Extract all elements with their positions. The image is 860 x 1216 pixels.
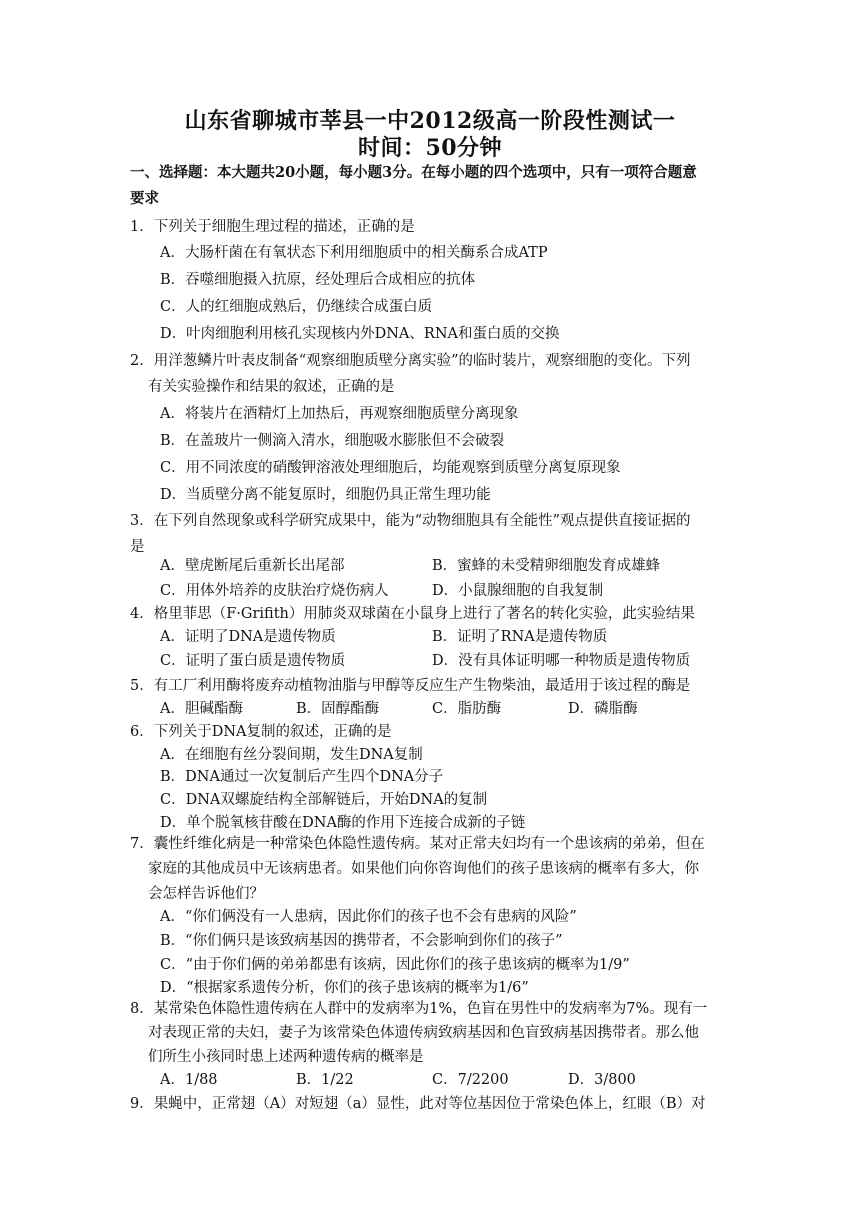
question-4-option-a: A．证明了DNA是遗传物质	[160, 629, 336, 645]
question-5-option-a: A．胆碱酯酶	[160, 701, 243, 717]
question-6-option-b: B．DNA通过一次复制后产生四个DNA分子	[160, 769, 444, 785]
question-5-option-d: D．磷脂酶	[568, 701, 638, 717]
question-2-option-a: A．将装片在酒精灯上加热后，再观察细胞质壁分离现象	[160, 406, 519, 422]
question-2-option-d: D．当质壁分离不能复原时，细胞仍具正常生理功能	[160, 487, 491, 503]
question-6-option-c: C．DNA双螺旋结构全部解链后，开始DNA的复制	[160, 792, 488, 808]
question-3-option-a: A．壁虎断尾后重新长出尾部	[160, 558, 345, 574]
section-heading-line-2: 要求	[130, 190, 159, 207]
question-3-option-d: D．小鼠腺细胞的自我复制	[432, 583, 604, 599]
question-5-stem: 5．有工厂利用酶将废弃动植物油脂与甲醇等反应生产生物柴油，最适用于该过程的酶是	[130, 678, 691, 694]
question-1-option-b: B．吞噬细胞摄入抗原，经处理后合成相应的抗体	[160, 272, 476, 288]
question-6-option-a: A．在细胞有丝分裂间期，发生DNA复制	[160, 747, 423, 763]
question-5-option-b: B．固醇酯酶	[296, 701, 380, 717]
question-5-option-c: C．脂肪酶	[432, 701, 502, 717]
question-3-option-c: C．用体外培养的皮肤治疗烧伤病人	[160, 583, 389, 599]
question-8-option-b: B．1/22	[296, 1072, 354, 1088]
question-9-stem: 9．果蝇中，正常翅（A）对短翅（a）显性，此对等位基因位于常染色体上，红眼（B）对	[130, 1096, 706, 1112]
question-2-stem: 2．用洋葱鳞片叶表皮制备“观察细胞质壁分离实验”的临时装片，观察细胞的变化。下列 有关实验操作和结果的叙述，正确的是	[130, 353, 691, 395]
question-4-option-b: B．证明了RNA是遗传物质	[432, 629, 608, 645]
question-4-option-d: D．没有具体证明哪一种物质是遗传物质	[432, 653, 691, 669]
question-4-option-c: C．证明了蛋白质是遗传物质	[160, 653, 346, 669]
question-1-option-c: C．人的红细胞成熟后，仍继续合成蛋白质	[160, 299, 433, 315]
question-1-stem: 1．下列关于细胞生理过程的描述，正确的是	[130, 219, 415, 235]
exam-duration: 时间：50分钟	[357, 135, 503, 161]
question-4-stem: 4．格里菲思（F·Grifith）用肺炎双球菌在小鼠身上进行了著名的转化实验，此实验结果	[130, 606, 695, 622]
question-2-option-b: B．在盖玻片一侧滴入清水，细胞吸水膨胀但不会破裂	[160, 433, 505, 449]
question-7-option-d: D．“根据家系遗传分析，你们的孩子患该病的概率为1/6”	[160, 980, 529, 996]
question-1-option-a: A．大肠杆菌在有氧状态下利用细胞质中的相关酶系合成ATP	[160, 245, 548, 261]
section-heading	[130, 160, 740, 212]
question-6-option-d: D．单个脱氧核苷酸在DNA酶的作用下连接合成新的子链	[160, 815, 526, 831]
question-6-stem: 6．下列关于DNA复制的叙述，正确的是	[130, 724, 392, 740]
question-3-stem: 3．在下列自然现象或科学研究成果中，能为“动物细胞具有全能性”观点提供直接证据的 是	[130, 513, 691, 555]
question-8-option-d: D．3/800	[568, 1072, 636, 1088]
question-8-option-c: C．7/2200	[432, 1072, 509, 1088]
question-8-stem: 8．某常染色体隐性遗传病在人群中的发病率为1%，色盲在男性中的发病率为7%。现有一 对表现正常的夫妇，妻子为该常染色体遗传病致病基因和色盲致病基因携带者。那么他 们所生小孩同时患上述两种遗传病的概率是	[130, 1001, 708, 1065]
section-heading-line-1: 一、选择题：本大题共20小题，每小题3分。在每小题的四个选项中，只有一项符合题意	[130, 164, 697, 181]
question-2-option-c: C．用不同浓度的硝酸钾溶液处理细胞后，均能观察到质壁分离复原现象	[160, 460, 621, 476]
question-7-option-c: C．“由于你们俩的弟弟都患有该病，因此你们的孩子患该病的概率为1/9”	[160, 957, 630, 973]
question-3-option-b: B．蜜蜂的未受精卵细胞发育成雄蜂	[432, 558, 661, 574]
question-7-option-b: B．“你们俩只是该致病基因的携带者，不会影响到你们的孩子”	[160, 933, 563, 949]
question-7-option-a: A．“你们俩没有一人患病，因此你们的孩子也不会有患病的风险”	[160, 909, 577, 925]
question-8-option-a: A．1/88	[160, 1072, 218, 1088]
page-title: 山东省聊城市莘县一中2012级高一阶段性测试一	[184, 108, 676, 134]
question-7-stem: 7．囊性纤维化病是一种常染色体隐性遗传病。某对正常夫妇均有一个患该病的弟弟，但在 家庭的其他成员中无该病患者。如果他们向你咨询他们的孩子患该病的概率有多大，你 会怎样告诉他们？	[130, 836, 705, 902]
question-1-option-d: D．叶肉细胞利用核孔实现核内外DNA、RNA和蛋白质的交换	[160, 326, 560, 342]
